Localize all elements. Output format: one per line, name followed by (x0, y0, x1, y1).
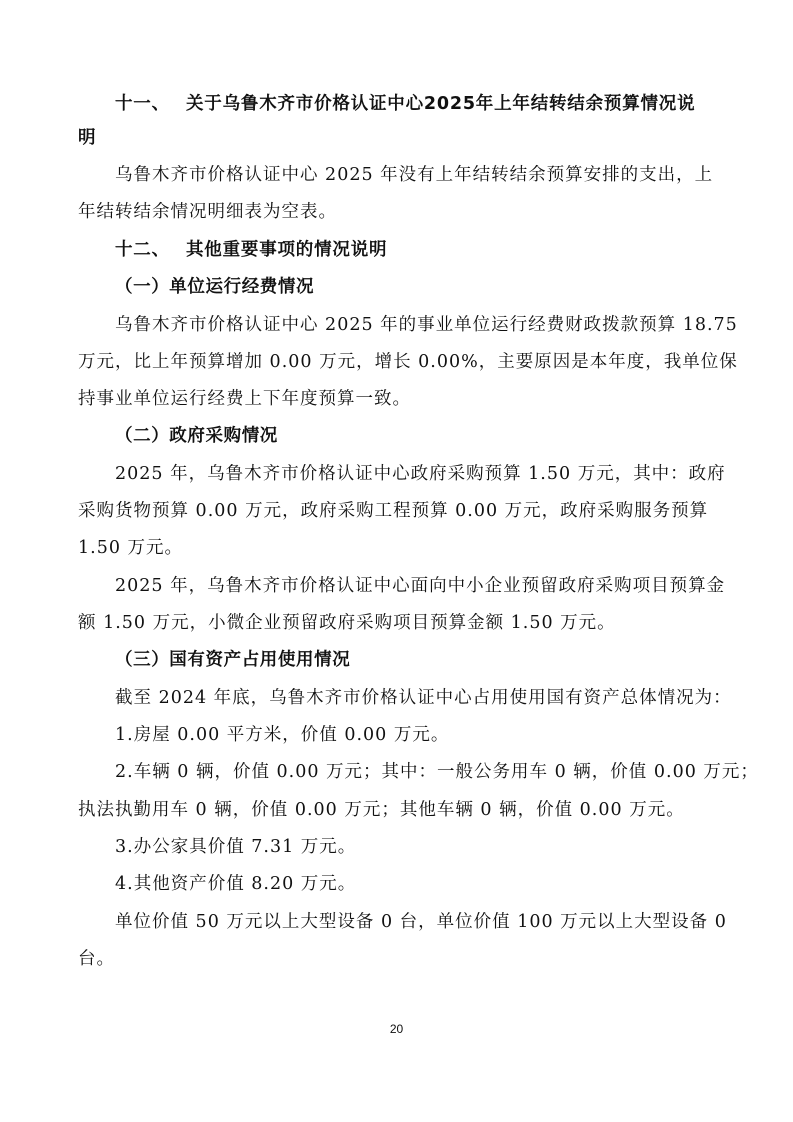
subsection-heading-3: （三）国有资产占用使用情况 (115, 650, 351, 670)
list-item: 2.车辆 0 辆，价值 0.00 万元；其中：一般公务用车 0 辆，价值 0.00 万元； (115, 762, 759, 782)
list-item: 4.其他资产价值 8.20 万元。 (115, 874, 357, 894)
section-12-number: 十二、 (115, 240, 170, 260)
paragraph-line: 万元，比上年预算增加 0.00 万元，增长 0.00%，主要原因是本年度，我单位保 (78, 352, 738, 372)
paragraph-line: 1.50 万元。 (78, 538, 184, 558)
subsection-heading-1: （一）单位运行经费情况 (115, 277, 315, 297)
section-12-title: 其他重要事项的情况说明 (186, 240, 388, 260)
list-item-continued: 执法执勤用车 0 辆，价值 0.00 万元；其他车辆 0 辆，价值 0.00 万元。 (78, 800, 685, 820)
paragraph-line: 乌鲁木齐市价格认证中心 2025 年的事业单位运行经费财政拨款预算 18.75 (115, 315, 738, 335)
paragraph-line: 乌鲁木齐市价格认证中心 2025 年没有上年结转结余预算安排的支出，上 (115, 165, 714, 185)
paragraph-line: 额 1.50 万元，小微企业预留政府采购项目预算金额 1.50 万元。 (78, 613, 616, 633)
paragraph-line: 年结转结余情况明细表为空表。 (78, 202, 337, 222)
paragraph-line: 持事业单位运行经费上下年度预算一致。 (78, 389, 411, 409)
subsection-heading-2: （二）政府采购情况 (115, 426, 278, 446)
paragraph-line: 截至 2024 年底，乌鲁木齐市价格认证中心占用使用国有资产总体情况为： (115, 688, 732, 708)
section-11-title: 关于乌鲁木齐市价格认证中心2025年上年结转结余预算情况说 (186, 94, 696, 114)
paragraph-line: 采购货物预算 0.00 万元，政府采购工程预算 0.00 万元，政府采购服务预算 (78, 501, 709, 521)
paragraph-line: 单位价值 50 万元以上大型设备 0 台，单位价值 100 万元以上大型设备 0 (115, 912, 727, 932)
section-11-title-continued: 明 (78, 128, 97, 148)
paragraph-line: 2025 年，乌鲁木齐市价格认证中心政府采购预算 1.50 万元，其中：政府 (115, 464, 726, 484)
paragraph-line: 台。 (78, 949, 115, 969)
section-11-number: 十一、 (115, 94, 170, 114)
list-item: 3.办公家具价值 7.31 万元。 (115, 837, 357, 857)
list-item: 1.房屋 0.00 平方米，价值 0.00 万元。 (115, 725, 450, 745)
page-number: 20 (389, 1022, 404, 1036)
paragraph-line: 2025 年，乌鲁木齐市价格认证中心面向中小企业预留政府采购项目预算金 (115, 576, 726, 596)
